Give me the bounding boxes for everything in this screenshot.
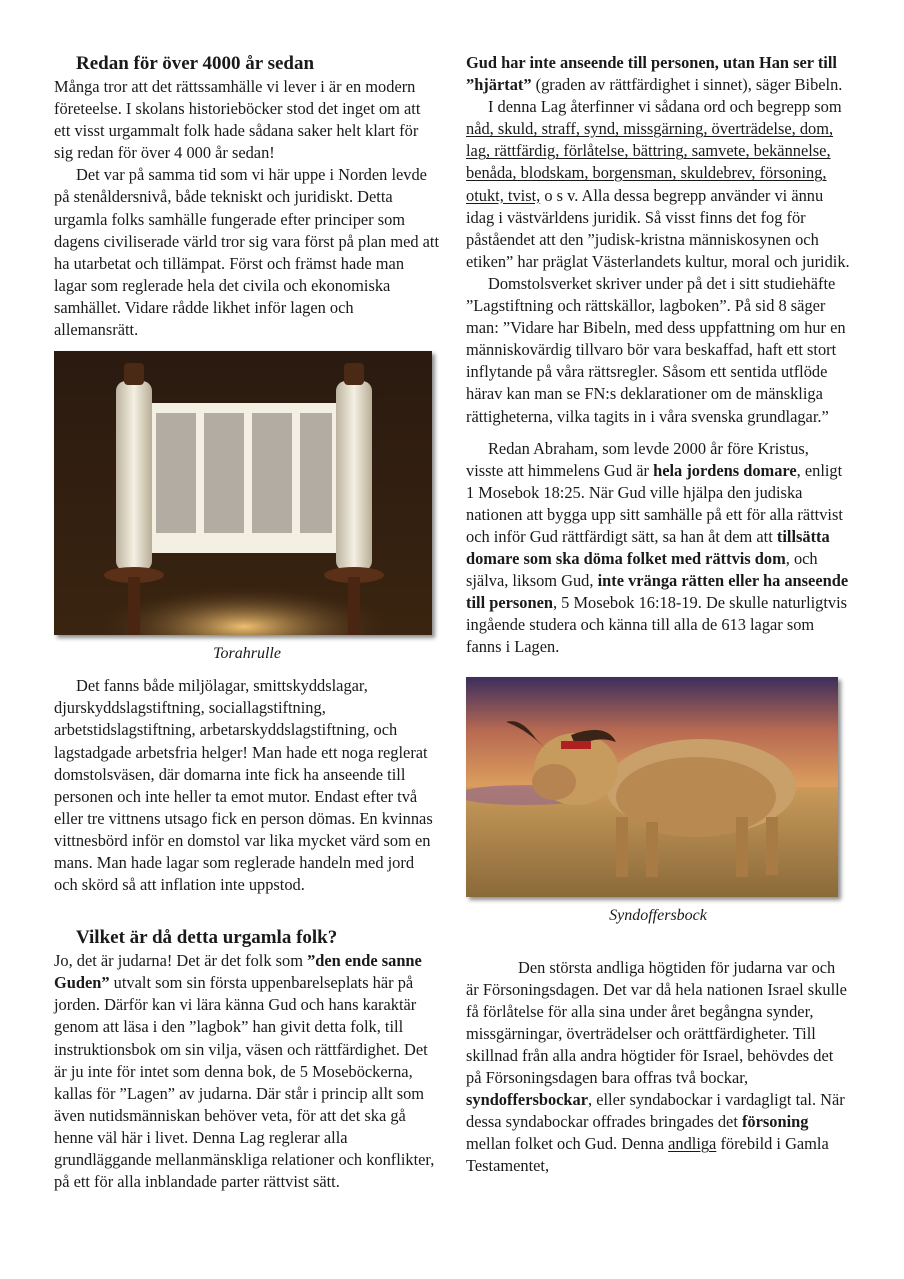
paragraph: Jo, det är judarna! Det är det folk som ”den ende sanne Guden” utvalt som sin första uppenbarelseplats här på jorden. Därför kan vi lära känna Gud och hans karaktär genom att läsa i den ”lagbok” han givit detta folk, till instruktionsbok om sin vilja, väsen och rättfärdighet. Det är ju inte för intet som denna bok, de 5 Moseböckerna, kallas för ”Lagen” av judarna. Där står i princip allt som även nutidsmänniskan behöver veta, för att det ska gå henne väl här i livet. Denna Lag reglerar alla grundläggande mellanmänskliga relationer och konflikter, på ett för alla inblandade parter rättvist sätt. bbox=[54, 951, 435, 1192]
figure-caption: Torahrulle bbox=[213, 645, 281, 663]
left-column bbox=[54, 52, 440, 1193]
section-heading-1: Redan för över 4000 år sedan bbox=[76, 53, 315, 74]
scapegoat-image bbox=[466, 677, 838, 897]
paragraph: Redan Abraham, som levde 2000 år före Kristus, visste att himmelens Gud är hela jordens domare, enligt 1 Mosebok 18:25. När Gud ville hjälpa den judiska nationen att bygga upp sitt samhälle på ett för alla rättvist och inför Gud rättfärdigt sätt, sa han åt dem att tillsätta domare som ska döma folket med rättvis dom, och själva, liksom Gud, inte vränga rätten eller ha anseende till personen, 5 Mosebok 16:18-19. De skulle naturligtvis ingående studera och känna till alla de 613 lagar som fanns i Lagen. bbox=[466, 438, 849, 657]
paragraph: Gud har inte anseende till personen, utan Han ser till ”hjärtat” (graden av rättfärdighet i sinnet), säger Bibeln. bbox=[466, 53, 843, 95]
torah-scroll-image bbox=[54, 351, 432, 635]
right-column bbox=[466, 52, 850, 1178]
paragraph: Det var på samma tid som vi här uppe i Norden levde på stenåldersnivå, både tekniskt och juridiskt. Detta urgamla folks samhälle fungerade efter principer som dagens civiliserade värld tror sig vara först på plan med att ha utarbetat och tillämpat. Först och främst hade man lagar som reglerade hela det civila och ekonomiska samhället. Vidare rådde likhet inför lagen och allemansrätt. bbox=[54, 165, 440, 340]
paragraph: Den största andliga högtiden för judarna var och är Försoningsdagen. Det var då hela nationen Israel skulle få förlåtelse för alla sina under året begångna synder, missgärningar, överträdelser och orättfärdigheter. Till skillnad från alla andra högtider för Israel, behövdes det på Försoningsdagen bara offras två bockar, syndoffersbockar, eller syndabockar i vardagligt tal. När dessa syndabockar offrades bringades det försoning mellan folket och Gud. Denna andliga förebild i Gamla Testamentet, bbox=[466, 957, 847, 1176]
paragraph: Domstolsverket skriver under på det i sitt studiehäfte ”Lagstiftning och rättskällor, lagboken”. På sid 8 säger man: ”Vidare har Bibeln, med dess uppfattning om hur en människovärdig tillvaro bör vara beskaffad, haft ett stort inflytande på våra rättsregler. Såsom ett sentida utflöde härav kan man se FN:s deklarationer om de mänskliga rättigheterna, vilka tagits in i våra svenska grundlagar.” bbox=[466, 273, 846, 426]
section-heading-2: Vilket är då detta urgamla folk? bbox=[76, 927, 338, 949]
paragraph: Det fanns både miljölagar, smittskyddslagar, djurskyddslagstiftning, sociallagstiftning, arbetstidslagstiftning, arbetarskyddslagstiftning, och lagstadgade arbetsfria helger! Man hade ett noga reglerat domstolsväsen, där domarna inte fick ha anseende till personen och inte heller ta emot mutor. Endast efter två eller tre vittnens utsago fick en person dömas. En kvinnas vittnesbörd inför en domstol var lika mycket värd som en mans. Man hade lagar som reglerade handeln med jord och skörd så att inflation inte uppstod. bbox=[54, 676, 433, 895]
scapegoat-figure bbox=[466, 677, 850, 927]
paragraph: Många tror att det rättssamhälle vi lever i är en modern företeelse. I skolans historieböcker stod det inget om att ett visst urgammalt folk hade sådana saker helt klart för sig redan för över 4 000 år sedan! bbox=[54, 77, 421, 163]
paragraph: I denna Lag återfinner vi sådana ord och begrepp som nåd, skuld, straff, synd, missgärning, överträdelse, dom, lag, rättfärdig, förlåtelse, bättring, samvete, bekännelse, benåda, blodskam, borgensman, skuldebrev, försoning, otukt, tvist, o s v. Alla dessa begrepp använder vi ännu idag i västvärldens juridik. Så visst finns det fog för påståendet att den ”judisk-kristna människosynen och etiken” har präglat Västerlandets kultur, moral och juridik. bbox=[466, 97, 850, 271]
figure-caption: Syndoffersbock bbox=[609, 906, 707, 924]
torah-scroll-figure bbox=[54, 351, 440, 665]
